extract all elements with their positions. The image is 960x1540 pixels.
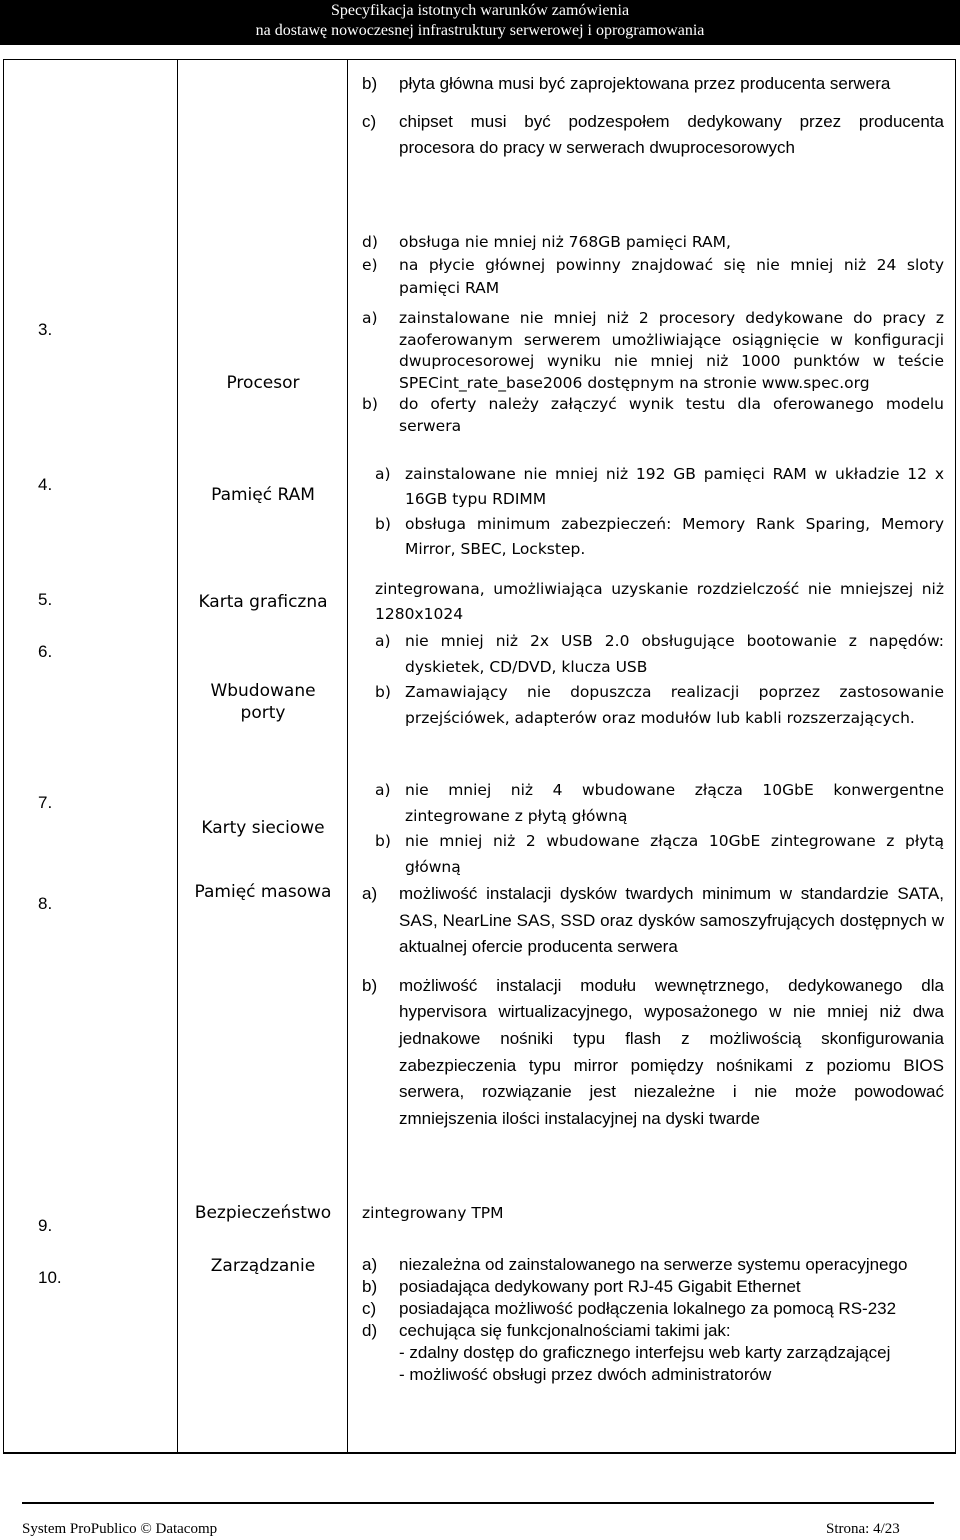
row-6-content <box>375 629 944 731</box>
row-10-content <box>362 1254 944 1386</box>
spec-item: a) zainstalowane nie mniej niż 2 procesory dedykowane do pracy z zaoferowanym serwerem umożliwiające osiągnięcie w konfiguracji dwuprocesorowej wyniku nie mniej niż 1000 punktów w teście SPECint_rate_base2006 dostępnym na stronie www.spec.org <box>362 309 944 392</box>
spec-item: a) możliwość instalacji dysków twardych minimum w standardzie SATA, SAS, NearLine SAS, SSD oraz dysków samoszyfrujących dostępnych w aktualnej ofercie producenta serwera <box>362 884 944 957</box>
spec-text: zintegrowana, umożliwiająca uzyskanie rozdzielczość nie mniejszej niż 1280x1024 <box>375 580 944 623</box>
row-number: 5. <box>38 590 53 609</box>
top-block <box>362 71 944 162</box>
spec-item: e) na płycie głównej powinny znajdować się nie mniej niż 24 sloty pamięci RAM <box>362 256 944 297</box>
row-name: Bezpieczeństwo <box>194 1203 332 1223</box>
row-number: 7. <box>38 793 53 812</box>
spec-item: a) zainstalowane nie mniej niż 192 GB pamięci RAM w układzie 12 x 16GB typu RDIMM <box>375 465 944 508</box>
row-number: 4. <box>38 475 53 494</box>
column-divider-2 <box>347 59 348 1453</box>
footer-page-number: Strona: 4/23 <box>826 1521 900 1537</box>
document-header <box>0 0 960 45</box>
footer-left: System ProPublico © Datacomp <box>22 1521 218 1537</box>
row-4-content <box>375 462 944 562</box>
spec-item: b) obsługa minimum zabezpieczeń: Memory Rank Sparing, Memory Mirror, SBEC, Lockstep. <box>375 515 944 558</box>
spec-item: d) obsługa nie mniej niż 768GB pamięci RAM, <box>362 233 731 251</box>
row-name: Zarządzanie <box>210 1256 316 1276</box>
row-number: 9. <box>38 1216 53 1235</box>
row-name: Karty sieciowe <box>201 818 325 838</box>
spec-item: b) posiadająca dedykowany port RJ-45 Gigabit Ethernet <box>362 1277 801 1296</box>
spec-item: b) nie mniej niż 2 wbudowane złącza 10GbE zintegrowane z płytą główną <box>375 832 944 876</box>
row-name: Pamięć masowa <box>194 882 332 902</box>
spec-subitem: - zdalny dostęp do graficznego interfejsu web karty zarządzającej <box>399 1343 891 1362</box>
row-number: 10. <box>38 1268 62 1287</box>
row-7-content <box>375 778 944 880</box>
row-number: 6. <box>38 642 53 661</box>
spec-item: a) nie mniej niż 2x USB 2.0 obsługujące bootowanie z napędów: dyskietek, CD/DVD, klucza USB <box>375 632 944 676</box>
spec-text: zintegrowany TPM <box>362 1204 504 1222</box>
row-5-content <box>375 577 944 627</box>
row-3-content <box>362 308 944 437</box>
top-block-2 <box>362 231 944 300</box>
row-8-content <box>362 881 944 1132</box>
spec-item: c) chipset musi być podzespołem dedykowany przez producenta procesora do pracy w serwerach dwuprocesorowych <box>362 111 944 158</box>
row-number: 3. <box>38 320 53 339</box>
spec-item: b) do oferty należy załączyć wynik testu dla oferowanego modelu serwera <box>362 395 944 435</box>
spec-item: a) nie mniej niż 4 wbudowane złącza 10GbE konwergentne zintegrowane z płytą główną <box>375 781 944 825</box>
spec-item: b) Zamawiający nie dopuszcza realizacji poprzez zastosowanie przejściówek, adapterów oraz modułów lub kabli rozszerzających. <box>375 683 944 727</box>
spec-item: b) płyta główna musi być zaprojektowana przez producenta serwera <box>362 74 891 93</box>
row-name: Procesor <box>226 373 300 393</box>
header-subtitle: na dostawę nowoczesnej infrastruktury serwerowej i oprogramowania <box>255 22 705 39</box>
column-divider-1 <box>177 59 178 1453</box>
spec-item: c) posiadająca możliwość podłączenia lokalnego za pomocą RS-232 <box>362 1299 897 1318</box>
footer-divider <box>22 1502 934 1504</box>
row-9-content <box>362 1203 944 1224</box>
row-number: 8. <box>38 894 53 913</box>
spec-item: b) możliwość instalacji modułu wewnętrznego, dedykowanego dla hypervisora wirtualizacyjnego, wyposażonego w nie mniej niż dwa jednakowe nośniki typu flash z możliwością skonfigurowania zabezpieczenia typu mirror pomiędzy nośnikami z poziomu BIOS serwera, rozwiązanie jest niezależne i nie może powodować zmniejszenia ilości instalacyjnej na dyski twarde <box>362 975 944 1128</box>
spec-item: a) niezależna od zainstalowanego na serwerze systemu operacyjnego <box>362 1255 908 1274</box>
row-name: Karta graficzna <box>198 592 328 612</box>
header-title: Specyfikacja istotnych warunków zamówienia <box>330 2 630 19</box>
spec-item: d) cechująca się funkcjonalnościami takimi jak: <box>362 1321 731 1340</box>
row-name: Pamięć RAM <box>211 485 315 505</box>
row-name: Wbudowane porty <box>210 681 316 723</box>
spec-subitem: - możliwość obsługi przez dwóch administratorów <box>399 1365 772 1384</box>
table-bottom-border <box>3 1453 956 1454</box>
